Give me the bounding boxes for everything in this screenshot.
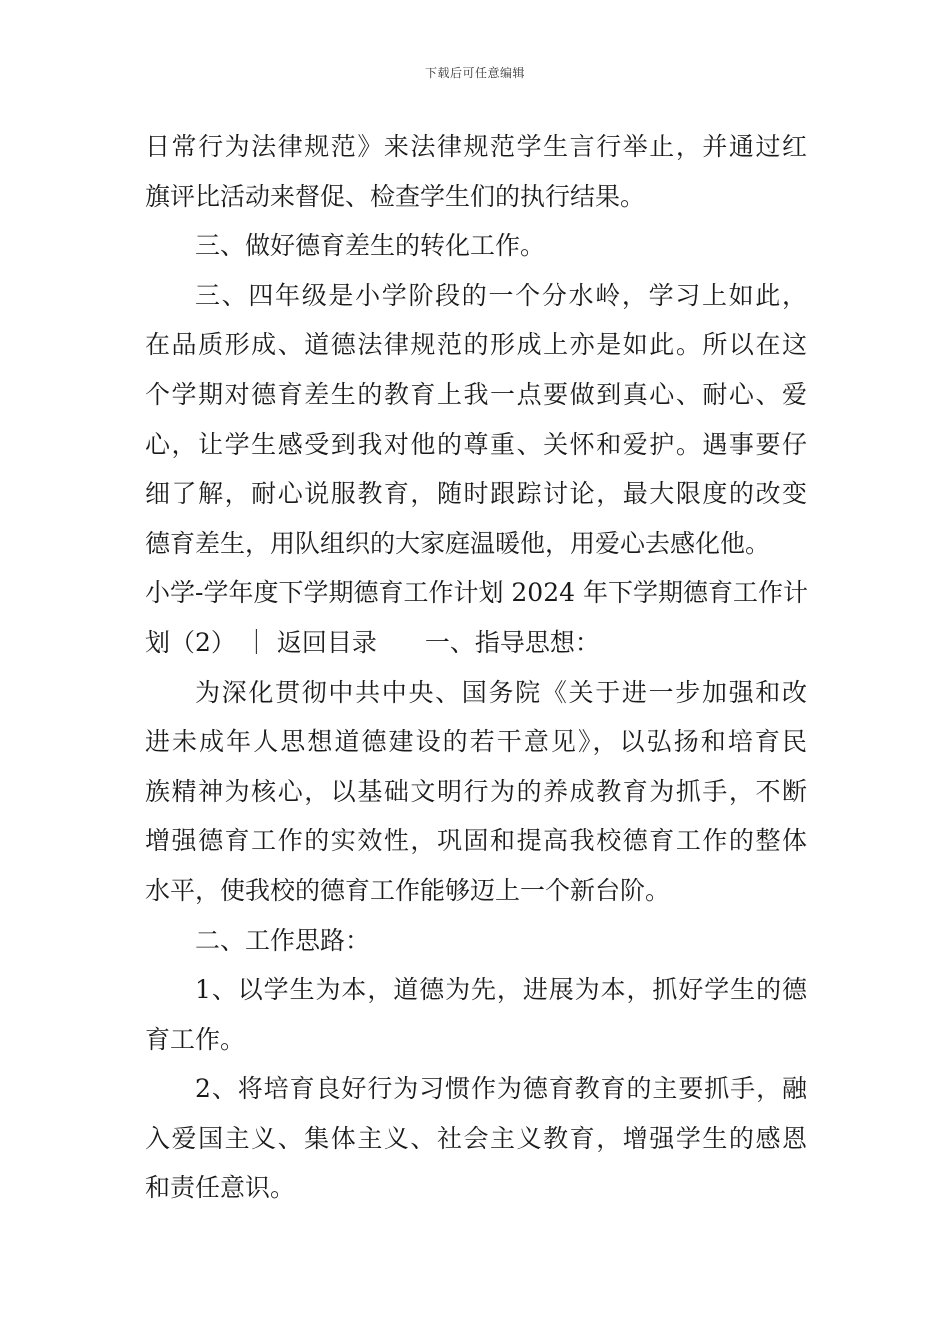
document-body (145, 122, 807, 1213)
document-title-line: 小学-学年度下学期德育工作计划 2024 年下学期德育工作计 (145, 578, 808, 608)
list-item: 1、以学生为本，道德为先，进展为本，抓好学生的德 (195, 975, 807, 1005)
text-line: 旗评比活动来督促、检查学生们的执行结果。 (145, 181, 646, 211)
text-line: 德育差生，用队组织的大家庭温暖他，用爱心去感化他。 (145, 528, 771, 558)
text-line: 个学期对德育差生的教育上我一点要做到真心、耐心、爱 (145, 379, 807, 409)
section-heading: 三、做好德育差生的转化工作。 (195, 231, 546, 261)
document-title-end: 划（2） (145, 627, 236, 657)
text-line: 细了解，耐心说服教育，随时跟踪讨论，最大限度的改变 (145, 479, 807, 509)
page-header: 下载后可任意编辑 (424, 66, 525, 80)
toc-line (145, 618, 807, 668)
text-line: 水平，使我校的德育工作能够迈上一个新台阶。 (145, 875, 671, 905)
text-line: 在品质形成、道德法律规范的形成上亦是如此。所以在这 (145, 330, 807, 360)
text-line: 进未成年人思想道德建设的若干意见》，以弘扬和培育民 (145, 727, 807, 757)
back-to-toc-link[interactable]: 返回目录 (276, 627, 377, 657)
section-heading: 二、工作思路： (195, 925, 371, 955)
text-line: 心，让学生感受到我对他的尊重、关怀和爱护。遇事要仔 (145, 429, 807, 459)
text-line: 三、四年级是小学阶段的一个分水岭，学习上如此， (195, 280, 807, 310)
text-line: 入爱国主义、集体主义、社会主义教育，增强学生的感恩 (145, 1123, 807, 1153)
text-line: 日常行为法律规范》来法律规范学生言行举止，并通过红 (145, 132, 807, 161)
text-line: 族精神为核心，以基础文明行为的养成教育为抓手，不断 (145, 776, 807, 806)
text-line: 和责任意识。 (145, 1173, 296, 1203)
text-line: 为深化贯彻中共中央、国务院《关于进一步加强和改 (195, 677, 807, 707)
section-heading: 一、指导思想： (424, 627, 600, 657)
text-line: 增强德育工作的实效性，巩固和提高我校德育工作的整体 (145, 826, 807, 856)
divider: ｜ (243, 627, 269, 657)
list-item: 2、将培育良好行为习惯作为德育教育的主要抓手，融 (195, 1074, 807, 1104)
text-line: 育工作。 (145, 1024, 246, 1054)
